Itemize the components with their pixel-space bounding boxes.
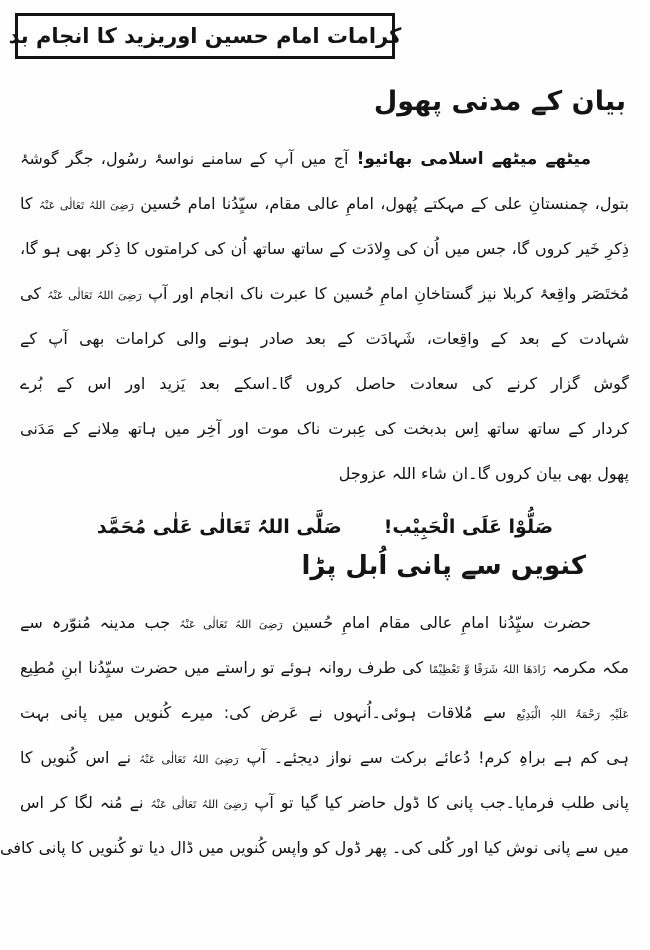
paragraph-intro bbox=[20, 136, 629, 496]
body-text: شہادت کے بعد کے واقِعات، شَہادَت کے بعد صادر ہونے والی کرامات بھی آپ کے bbox=[20, 329, 629, 348]
title-banner-text: کرامات امام حسین اوریزید کا انجام بد bbox=[8, 24, 402, 48]
body-text: بتول، چمنستانِ علی کے مہکتے پُھول، امامِ عالی مقام، سیِّدُنا امام حُسین bbox=[133, 194, 629, 213]
body-text: کا bbox=[20, 194, 39, 213]
body-text: پانی طلب فرمایا۔جب پانی کا ڈول حاضر کیا گیا تو آپ bbox=[247, 793, 629, 812]
title-banner bbox=[8, 13, 402, 59]
body-text: ہی کم ہے براہِ کرم! دُعائے برکت سے نواز دیجئے۔ آپ bbox=[238, 748, 630, 767]
text-line bbox=[20, 645, 629, 690]
honorific-text: رَضِیَ اللہُ تَعَالٰی عَنْہُ bbox=[38, 199, 134, 212]
body-text: نے مُنہ لگا کر اس bbox=[20, 793, 151, 812]
body-text: میں سے پانی نوش کیا اور کُلی کی۔ پھر ڈول کو واپس کُنویں میں ڈال دیا تو کُنویں کا پانی کافی bbox=[0, 838, 629, 857]
body-text: مُختَصَر واقِعۂ کربلا نیز گستاخانِ امامِ حُسین کا عبرت ناک انجام اور آپ bbox=[141, 284, 629, 303]
text-line bbox=[20, 735, 629, 780]
honorific-text: زَادَھَا اللہُ شَرَفًا وَّ تَعْظِیْمًا bbox=[429, 663, 546, 676]
text-line bbox=[20, 226, 629, 271]
text-line bbox=[20, 181, 629, 226]
text-line bbox=[20, 136, 629, 181]
text-line bbox=[20, 316, 629, 361]
salawat-left-phrase: صَلَّی اللہُ تَعَالٰی عَلٰی مُحَمَّد bbox=[96, 516, 342, 538]
body-text: گوش گزار کرنے کی سعادت حاصل کروں گا۔اسکے بعد یَزید اور اس کے بُرے bbox=[20, 374, 629, 393]
body-text: نے اس کُنویں کا bbox=[20, 748, 139, 767]
body-text: سے مُلاقات ہوئی۔اُنہوں نے عَرض کی: میرے کُنویں میں پانی بہت bbox=[20, 703, 517, 722]
body-text: پھول بھی بیان کروں گا۔ان شاء اللہ عزوجل bbox=[338, 464, 629, 483]
honorific-text: رَضِیَ اللہُ تَعَالٰی عَنْہُ bbox=[47, 289, 142, 302]
honorific-text: رَضِیَ اللہُ تَعَالٰی عَنْہُ bbox=[179, 618, 283, 631]
body-text: کی طرف روانہ ہوئے تو راستے میں حضرت سیِّدُنا ابنِ مُطِیع bbox=[20, 658, 430, 677]
paragraph-well-story bbox=[0, 600, 630, 870]
body-text: ذِکرِ خَیر کروں گا، جس میں اُن کی وِلادَت کے ساتھ ساتھ اُن کی کرامتوں کا ذِکر بھی ہو گا، bbox=[20, 239, 629, 258]
body-text: کردار کے ساتھ ساتھ اِس بدبخت کی عِبرت ناک موت اور آخِر میں ہاتھ مِلانے کے مَدَنی bbox=[20, 419, 629, 438]
text-line bbox=[20, 690, 629, 735]
body-text: مکہ مکرمہ bbox=[545, 658, 629, 677]
text-line bbox=[20, 361, 629, 406]
section-heading-kunwain-se-pani: کنویں سے پانی اُبل پڑا bbox=[301, 551, 586, 581]
honorific-text: رَضِیَ اللہُ تَعَالٰی عَنْہُ bbox=[138, 753, 239, 766]
honorific-text: عَلَیْہِ رَحْمَۃُ اللہِ الْبَدِیْع bbox=[516, 708, 630, 721]
body-text: میٹھے میٹھے اسلامی بھائیو! bbox=[348, 149, 591, 169]
body-text: کی bbox=[20, 284, 48, 303]
body-text: حضرت سیِّدُنا امامِ عالی مقام امامِ حُسین bbox=[282, 613, 591, 632]
text-line bbox=[20, 600, 629, 645]
text-line bbox=[20, 451, 629, 496]
text-line bbox=[20, 271, 629, 316]
text-line bbox=[20, 780, 629, 825]
honorific-text: رَضِیَ اللہُ تَعَالٰی عَنْہُ bbox=[150, 798, 248, 811]
salawat-line bbox=[0, 505, 650, 550]
text-line bbox=[0, 825, 629, 870]
body-text: جب مدینہ مُنوّرہ سے bbox=[20, 613, 180, 632]
text-line bbox=[20, 406, 629, 451]
salawat-right-phrase: صَلُّوْا عَلَی الْحَبِیْب! bbox=[383, 516, 554, 538]
section-heading-bayan-ke-madani-phool: بیان کے مدنی پھول bbox=[373, 86, 626, 117]
body-text: آج میں آپ کے سامنے نواسۂ رسُول، جگر گوشۂ bbox=[20, 149, 349, 168]
